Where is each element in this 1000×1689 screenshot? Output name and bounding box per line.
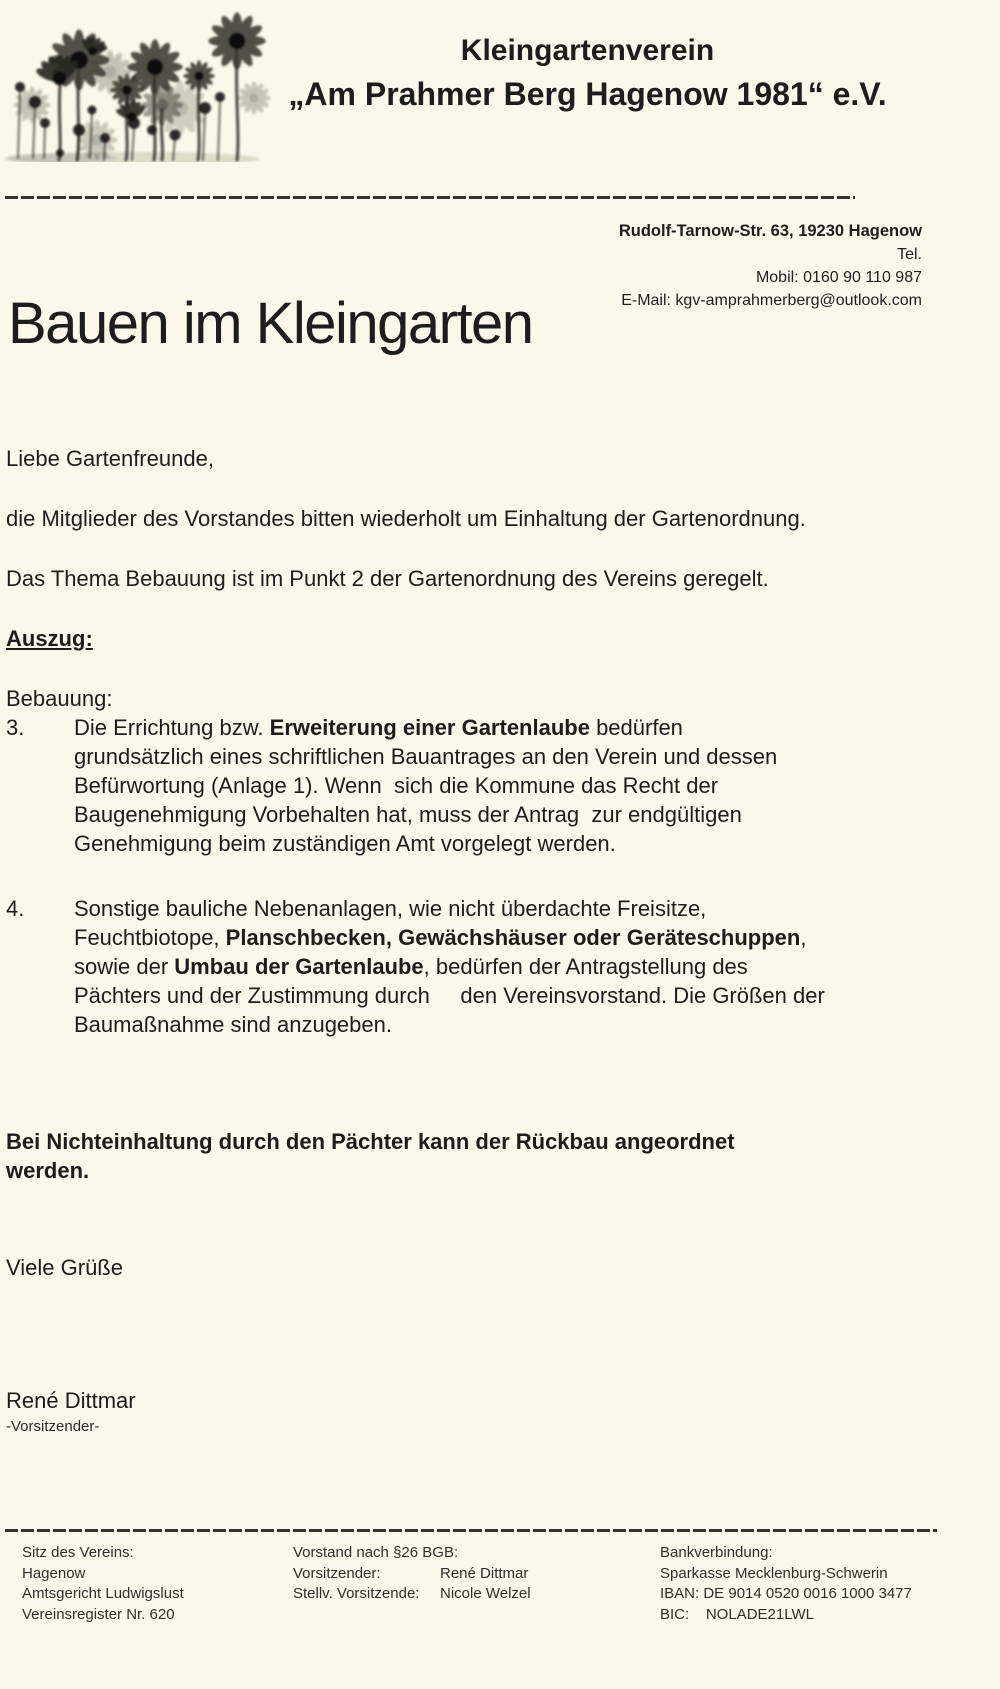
- footer-line: Hagenow: [22, 1564, 86, 1582]
- text-segment: Feuchtbiotope,: [74, 925, 226, 950]
- text-segment: ,: [800, 925, 807, 950]
- signer-role: -Vorsitzender-: [6, 1418, 100, 1435]
- org-title-block: [280, 30, 895, 116]
- item-text-line: [74, 713, 777, 742]
- item-text-line: Genehmigung beim zuständigen Amt vorgelegt werden.: [74, 831, 616, 856]
- closing: Viele Grüße: [6, 1255, 123, 1280]
- warning-line: Bei Nichteinhaltung durch den Pächter kann der Rückbau angeordnet: [6, 1129, 735, 1154]
- text-segment: sowie der: [74, 954, 175, 979]
- footer-col-registry: [22, 1543, 293, 1625]
- text-segment: bedürfen: [589, 715, 683, 740]
- bold-segment: Planschbecken, Gewächshäuser oder Geräteschuppen: [225, 925, 801, 950]
- item-text-line: grundsätzlich eines schriftlichen Bauantrages an den Verein und dessen: [74, 744, 778, 769]
- org-name-line2: „Am Prahmer Berg Hagenow 1981“ e.V.: [288, 76, 887, 112]
- daisies-logo-image: [2, 10, 274, 162]
- item-text-line: [74, 952, 825, 981]
- footer-col-bank: [660, 1543, 1000, 1625]
- footer-line: Vereinsregister Nr. 620: [22, 1605, 175, 1623]
- board-value: René Dittmar: [440, 1564, 529, 1582]
- letter-body: [6, 444, 984, 1437]
- contact-tel: Tel.: [897, 246, 922, 263]
- text-segment: , bedürfen der Antragstellung des: [423, 954, 748, 979]
- footer-line: Amtsgericht Ludwigslust: [22, 1585, 184, 1602]
- item-text-line: Pächters und der Zustimmung durch den Vereinsvorstand. Die Größen der: [74, 983, 825, 1008]
- item-text: [74, 713, 777, 858]
- board-value: Nicole Welzel: [440, 1585, 531, 1602]
- footer-line: Sparkasse Mecklenburg-Schwerin: [660, 1564, 888, 1582]
- warning-line: werden.: [6, 1158, 90, 1183]
- board-label: Vorsitzender:: [293, 1564, 381, 1582]
- footer-col-board: [293, 1543, 660, 1625]
- item-text-line: Baugenehmigung Vorbehalten hat, muss der Antrag zur endgültigen: [74, 802, 742, 827]
- footer-line: Vorstand nach §26 BGB:: [293, 1544, 459, 1561]
- contact-mobile: Mobil: 0160 90 110 987: [755, 269, 922, 286]
- signer-name: René Dittmar: [6, 1388, 136, 1413]
- item-text-line: Baumaßnahme sind anzugeben.: [74, 1012, 392, 1037]
- footer-line: Bankverbindung:: [660, 1544, 773, 1561]
- item-number: 3.: [6, 715, 25, 740]
- board-row: [293, 1564, 660, 1585]
- item-number: 4.: [6, 896, 25, 921]
- contact-email: E-Mail: kgv-amprahmerberg@outlook.com: [621, 292, 922, 309]
- list-item-4: [6, 894, 984, 1039]
- footer-line: BIC: NOLADE21LWL: [660, 1605, 814, 1623]
- footer: [0, 1543, 1000, 1625]
- section-label: Bebauung:: [6, 686, 113, 711]
- warning-statement: [6, 1127, 984, 1185]
- paragraph-1: die Mitglieder des Vorstandes bitten wiederholt um Einhaltung der Gartenordnung.: [6, 506, 806, 531]
- salutation: Liebe Gartenfreunde,: [6, 446, 214, 471]
- footer-line: IBAN: DE 9014 0520 0016 1000 3477: [660, 1585, 912, 1602]
- org-name-line1: Kleingartenverein: [460, 34, 715, 67]
- header-separator: [5, 196, 855, 199]
- list-item-3: [6, 713, 984, 858]
- page-title: Bauen im Kleingarten: [8, 291, 533, 356]
- board-label: Stellv. Vorsitzende:: [293, 1585, 420, 1602]
- item-text-line: Sonstige bauliche Nebenanlagen, wie nicht überdachte Freisitze,: [74, 896, 707, 921]
- item-text: [74, 894, 825, 1039]
- item-text-line: [74, 923, 825, 952]
- bold-segment: Umbau der Gartenlaube: [174, 954, 424, 979]
- board-row: [293, 1584, 660, 1605]
- paragraph-2: Das Thema Bebauung ist im Punkt 2 der Gartenordnung des Vereins geregelt.: [6, 566, 769, 591]
- text-segment: Die Errichtung bzw.: [74, 715, 270, 740]
- footer-line: Sitz des Vereins:: [22, 1544, 134, 1561]
- contact-address: Rudolf-Tarnow-Str. 63, 19230 Hagenow: [618, 222, 922, 240]
- bold-segment: Erweiterung einer Gartenlaube: [269, 715, 590, 740]
- item-text-line: Befürwortung (Anlage 1). Wenn sich die Kommune das Recht der: [74, 773, 719, 798]
- footer-separator: [5, 1529, 937, 1532]
- excerpt-heading: Auszug:: [6, 626, 93, 651]
- contact-block: [619, 220, 922, 312]
